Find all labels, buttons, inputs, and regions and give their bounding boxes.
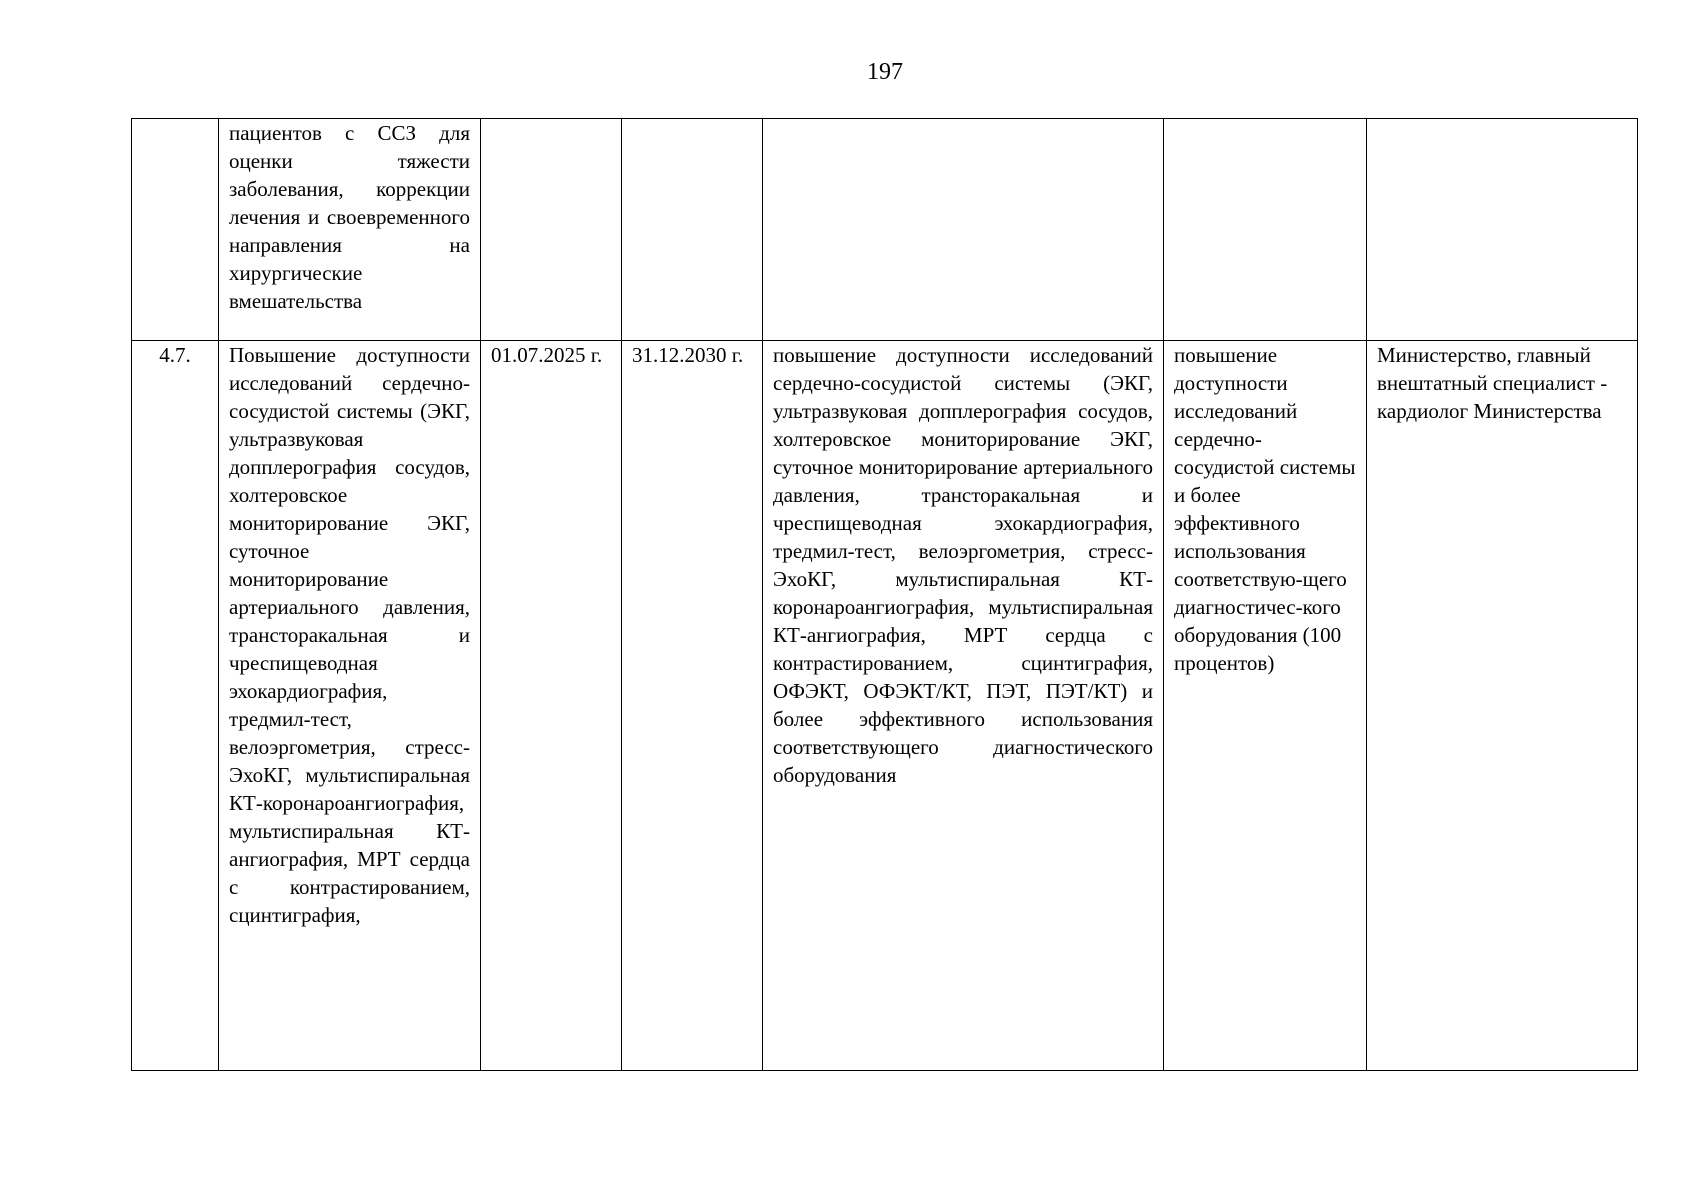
cell-responsible: Министерство, главный внештатный специалист - кардиолог Министерства: [1367, 341, 1638, 1071]
cell-event: пациентов с ССЗ для оценки тяжести заболевания, коррекции лечения и своевременного направления на хирургические вмешательства: [219, 119, 481, 341]
table-row-continuation: [132, 119, 1638, 341]
cell-event: Повышение доступности исследований сердечно-сосудистой системы (ЭКГ, ультразвуковая допплерография сосудов, холтеровское мониторирование ЭКГ, суточное мониторирование артериального давления, трансторакальная и чреспищеводная эхокардиография, тредмил-тест, велоэргометрия, стресс-ЭхоКГ, мультиспиральная КТ-коронароангиография, мультиспиральная КТ-ангиография, МРТ сердца с контрастированием, сцинтиграфия,: [219, 341, 481, 1071]
cell-number: [132, 119, 219, 341]
cell-end-date: 31.12.2030 г.: [622, 341, 763, 1071]
cell-indicator: повышение доступности исследований сердечно-сосудистой системы и более эффективного использования соответствую-щего диагностичес-кого оборудования (100 процентов): [1164, 341, 1367, 1071]
cell-start-date: 01.07.2025 г.: [481, 341, 622, 1071]
cell-number: 4.7.: [132, 341, 219, 1071]
cell-responsible: [1367, 119, 1638, 341]
cell-indicator: [1164, 119, 1367, 341]
measures-table: [131, 118, 1638, 1071]
cell-end-date: [622, 119, 763, 341]
table-row-4-7: [132, 341, 1638, 1071]
cell-result: [763, 119, 1164, 341]
page-number: 197: [867, 59, 903, 85]
cell-start-date: [481, 119, 622, 341]
cell-result: повышение доступности исследований сердечно-сосудистой системы (ЭКГ, ультразвуковая допплерография сосудов, холтеровское мониторирование ЭКГ, суточное мониторирование артериального давления, трансторакальная и чреспищеводная эхокардиография, тредмил-тест, велоэргометрия, стресс-ЭхоКГ, мультиспиральная КТ-коронароангиография, мультиспиральная КТ-ангиография, МРТ сердца с контрастированием, сцинтиграфия, ОФЭКТ, ОФЭКТ/КТ, ПЭТ, ПЭТ/КТ) и более эффективного использования соответствующего диагностического оборудования: [763, 341, 1164, 1071]
